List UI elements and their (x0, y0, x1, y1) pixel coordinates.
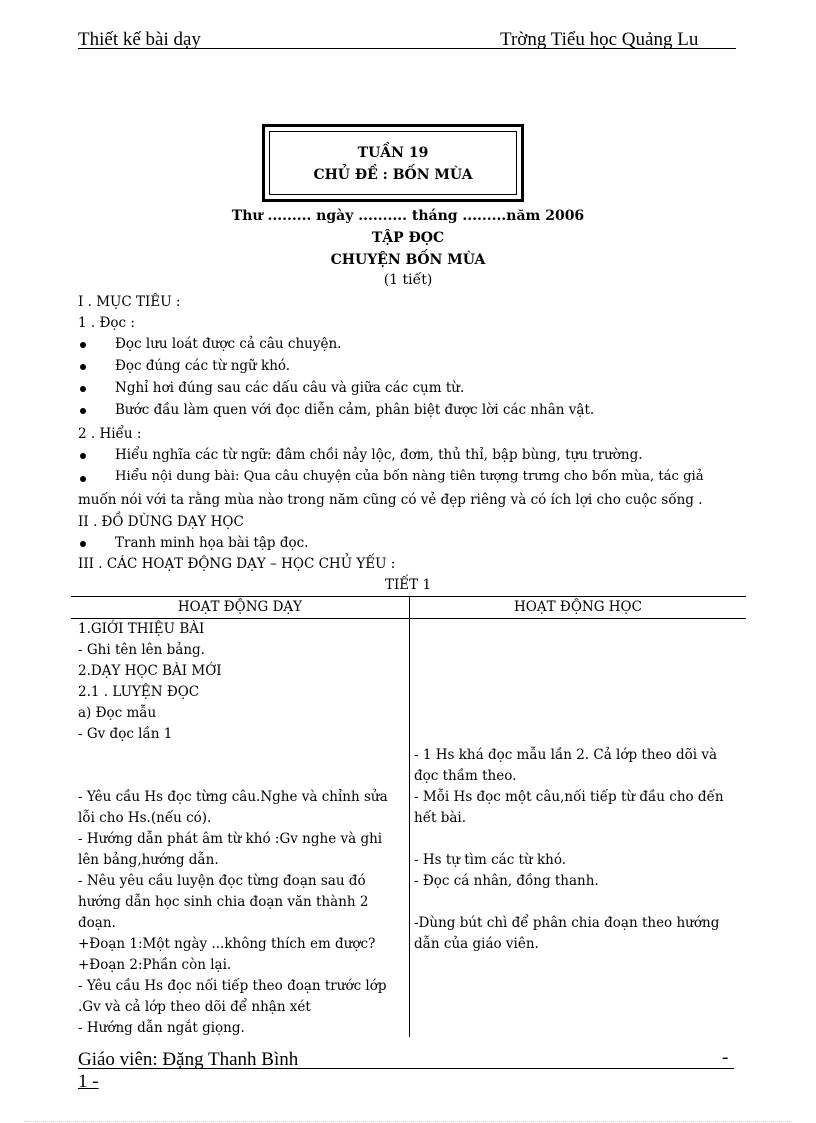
footer-teacher: Giáo viên: Đặng Thanh Bình (78, 1049, 299, 1070)
section-activities-heading: III . CÁC HOẠT ĐỘNG DẠY – HỌC CHỦ YẾU : (78, 556, 396, 572)
student-line: -Dùng bút chì để phân chia đoạn theo hướng (414, 915, 720, 931)
student-line: dẫn của giáo viên. (414, 936, 539, 952)
section-materials-heading: II . ĐỒ DÙNG DẠY HỌC (78, 514, 244, 530)
student-line (414, 619, 744, 640)
student-line (414, 829, 744, 850)
teacher-column-header: HOẠT ĐỘNG DẠY (177, 599, 303, 615)
period-label: TIẾT 1 (384, 577, 432, 593)
bullet-icon (80, 541, 86, 547)
read-item: Bước đầu làm quen với đọc diễn cảm, phân biệt được lời các nhân vật. (115, 402, 595, 418)
footer-rule (78, 1068, 734, 1069)
teacher-line: 1.GIỚI THIỆU BÀI (78, 621, 205, 637)
reading-subheading: 1 . Đọc : (78, 315, 135, 331)
read-item: Đọc đúng các từ ngữ khó. (115, 358, 291, 374)
periods-label: (1 tiết) (383, 272, 433, 288)
page-number: 1 - (78, 1071, 99, 1092)
teacher-line: +Đoạn 1:Một ngày ...không thích em được? (78, 936, 376, 952)
topic-label: CHỦ ĐỀ : BỐN MÙA (313, 167, 473, 183)
teacher-line (78, 766, 408, 787)
materials-item: Tranh minh họa bài tập đọc. (115, 535, 309, 551)
student-line (414, 724, 744, 745)
student-line: - Đọc cá nhân, đồng thanh. (414, 873, 599, 889)
teacher-line: đoạn. (78, 915, 116, 931)
understanding-subheading: 2 . Hiểu : (78, 426, 142, 442)
student-line: - Hs tự tìm các từ khó. (414, 852, 567, 868)
teacher-line: - Nêu yêu cầu luyện đọc từng đoạn sau đó (78, 873, 366, 889)
understand-item-line2: muốn nói với ta rằng mùa nào trong năm cũng có vẻ đẹp riêng và có ích lợi cho cuộc sống . (78, 492, 703, 508)
read-item: Nghỉ hơi đúng sau các dấu câu và giữa các cụm từ. (115, 380, 465, 396)
week-label: TUẦN 19 (357, 145, 429, 161)
student-line: - Mỗi Hs đọc một câu,nối tiếp từ đầu cho đến (414, 789, 724, 805)
header-right: Trờng Tiểu học Quảng Lu (500, 29, 699, 50)
student-line (414, 682, 744, 703)
bullet-icon (80, 364, 86, 370)
teacher-activity-cell (78, 619, 408, 1039)
student-line: - 1 Hs khá đọc mẫu lần 2. Cả lớp theo dõi và (414, 747, 717, 763)
header-rule (78, 48, 736, 49)
teacher-line: - Gv đọc lần 1 (78, 726, 173, 742)
student-line (414, 703, 744, 724)
bullet-icon (80, 342, 86, 348)
student-line (414, 661, 744, 682)
teacher-line: +Đoạn 2:Phần còn lại. (78, 957, 232, 973)
footer-dash: - (722, 1047, 729, 1068)
teacher-line: - Hướng dẫn ngắt giọng. (78, 1020, 245, 1036)
student-line: hết bài. (414, 810, 467, 826)
lesson-title: CHUYỆN BỐN MÙA (330, 252, 486, 268)
bullet-icon (80, 453, 86, 459)
subject-title: TẬP ĐỌC (371, 230, 445, 246)
teacher-line: - Hướng dẫn phát âm từ khó :Gv nghe và ghi (78, 831, 383, 847)
table-column-divider (409, 596, 410, 1037)
teacher-line: a) Đọc mẫu (78, 705, 157, 721)
student-activity-cell (414, 619, 744, 955)
teacher-line (78, 745, 408, 766)
understand-item: Hiểu nghĩa các từ ngữ: đâm chồi nảy lộc, đơm, thủ thỉ, bập bùng, tựu trường. (115, 447, 643, 463)
week-title-box-inner (269, 131, 517, 195)
week-title-box (262, 124, 524, 202)
student-line: đọc thầm theo. (414, 768, 517, 784)
understand-item-line1: Hiểu nội dung bài: Qua câu chuyện của bốn nàng tiên tượng trưng cho bốn mùa, tác giả (115, 469, 704, 484)
read-item: Đọc lưu loát được cả câu chuyện. (115, 336, 342, 352)
teacher-line: - Ghi tên lên bảng. (78, 642, 205, 658)
section-objectives-heading: I . MỤC TIÊU : (78, 294, 181, 310)
activity-table (71, 596, 746, 1037)
teacher-line: .Gv và cả lớp theo dõi để nhận xét (78, 999, 311, 1015)
student-line (414, 640, 744, 661)
bullet-icon (80, 386, 86, 392)
page-edge-rule (24, 1121, 792, 1122)
teacher-line: - Yêu cầu Hs đọc nối tiếp theo đoạn trước lớp (78, 978, 387, 994)
header-left: Thiết kế bài dạy (78, 29, 201, 50)
teacher-line: 2.1 . LUYỆN ĐỌC (78, 684, 200, 700)
teacher-line: 2.DẠY HỌC BÀI MỚI (78, 663, 222, 679)
teacher-line: lên bảng,hướng dẫn. (78, 852, 219, 868)
teacher-line: lỗi cho Hs.(nếu có). (78, 810, 212, 826)
student-column-header: HOẠT ĐỘNG HỌC (514, 599, 642, 615)
bullet-icon (80, 408, 86, 414)
teacher-line: - Yêu cầu Hs đọc từng câu.Nghe và chỉnh sửa (78, 789, 388, 805)
bullet-icon (80, 476, 86, 482)
student-line (414, 892, 744, 913)
teacher-line: hướng dẫn học sinh chia đoạn văn thành 2 (78, 894, 369, 910)
date-line: Thư ......... ngày .......... tháng .........năm 2006 (231, 208, 585, 224)
